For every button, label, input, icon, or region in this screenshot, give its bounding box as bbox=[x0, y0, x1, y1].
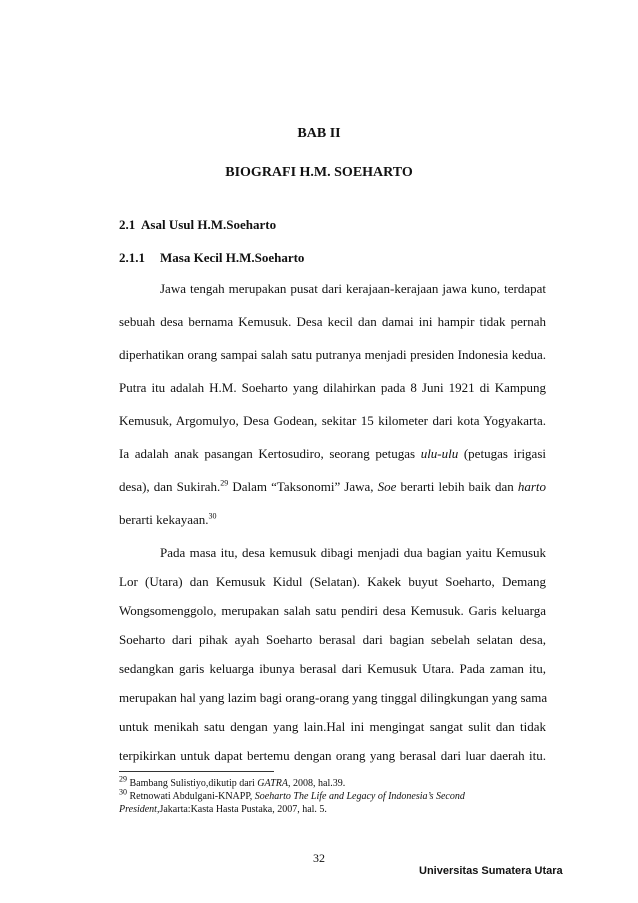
footnote-italic: President bbox=[119, 804, 157, 815]
paragraph-line: untuk menikah satu dengan yang lain.Hal ini mengingat sangat sulit dan tidak bbox=[119, 719, 546, 734]
paragraph-line: diperhatikan orang sampai salah satu putranya menjadi presiden Indonesia kedua. bbox=[119, 347, 546, 362]
paragraph-line: Pada masa itu, desa kemusuk dibagi menjadi dua bagian yaitu Kemusuk bbox=[160, 545, 546, 560]
paragraph-line bbox=[119, 512, 546, 528]
paragraph-line: sedangkan garis keluarga ibunya berasal dari Kemusuk Utara. Pada zaman itu, bbox=[119, 661, 546, 676]
paragraph-line: merupakan hal yang lazim bagi orang-orang yang tinggal dilingkungan yang sama bbox=[119, 690, 548, 705]
footnote-30-continued bbox=[119, 803, 327, 816]
footnote-29 bbox=[119, 774, 346, 790]
subsection-number: 2.1.1 bbox=[119, 250, 145, 265]
italic-term: ulu-ulu bbox=[420, 446, 459, 461]
paragraph-line: Lor (Utara) dan Kemusuk Kidul (Selatan). Kakek buyut Soeharto, Demang bbox=[119, 574, 546, 589]
paragraph-line bbox=[119, 446, 546, 462]
paragraph-line: Wongsomenggolo, merupakan salah satu pendiri desa Kemusuk. Garis keluarga bbox=[119, 603, 546, 618]
footnote-mark: 29 bbox=[119, 774, 127, 784]
text-segment: Dalam “Taksonomi” Jawa, bbox=[228, 479, 378, 494]
footnote-ref: 29 bbox=[220, 478, 229, 488]
text-segment: desa), dan Sukirah. bbox=[119, 479, 221, 494]
footnote-ref: 30 bbox=[208, 511, 217, 521]
footnote-text: Retnowati Abdulgani-KNAPP, bbox=[127, 791, 255, 802]
section-heading bbox=[119, 217, 276, 233]
text-segment: berarti lebih baik dan bbox=[396, 479, 518, 494]
footnote-text: Bambang Sulistiyo,dikutip dari bbox=[127, 778, 258, 789]
university-watermark: Universitas Sumatera Utara bbox=[419, 865, 563, 877]
italic-term: Soe bbox=[377, 479, 397, 494]
paragraph-line: Putra itu adalah H.M. Soeharto yang dilahirkan pada 8 Juni 1921 di Kampung bbox=[119, 380, 546, 395]
paragraph-line: terpikirkan untuk dapat bertemu dengan orang yang berasal dari luar daerah itu. bbox=[119, 748, 546, 763]
paragraph-line: sebuah desa bernama Kemusuk. Desa kecil dan damai ini hampir tidak pernah bbox=[119, 314, 546, 329]
chapter-title: BIOGRAFI H.M. SOEHARTO bbox=[225, 165, 413, 180]
section-title: Asal Usul H.M.Soeharto bbox=[141, 217, 277, 232]
footnote-italic: GATRA bbox=[257, 778, 289, 789]
footnote-30 bbox=[119, 787, 465, 803]
chapter-number: BAB II bbox=[297, 126, 341, 141]
footnote-text: ,Jakarta:Kasta Hasta Pustaka, 2007, hal. 5. bbox=[156, 804, 327, 815]
paragraph-line: Jawa tengah merupakan pusat dari kerajaan-kerajaan jawa kuno, terdapat bbox=[160, 281, 546, 296]
section-number: 2.1 bbox=[119, 217, 136, 232]
text-segment: berarti kekayaan. bbox=[119, 512, 209, 527]
text-segment: Ia adalah anak pasangan Kertosudiro, seorang petugas bbox=[119, 446, 421, 461]
page-number: 32 bbox=[313, 851, 325, 865]
footnote-mark: 30 bbox=[119, 787, 127, 797]
footnote-italic: Soeharto The Life and Legacy of Indonesia’s Second bbox=[254, 791, 465, 802]
italic-term: harto bbox=[517, 479, 546, 494]
paragraph-line bbox=[119, 479, 546, 495]
text-segment: (petugas irigasi bbox=[458, 446, 546, 461]
footnote-divider bbox=[119, 771, 274, 772]
subsection-title: Masa Kecil H.M.Soeharto bbox=[160, 250, 305, 265]
paragraph-line: Kemusuk, Argomulyo, Desa Godean, sekitar 15 kilometer dari kota Yogyakarta. bbox=[119, 413, 546, 428]
paragraph-line: Soeharto dari pihak ayah Soeharto berasal dari bagian sebelah selatan desa, bbox=[119, 632, 546, 647]
footnote-text: , 2008, hal.39. bbox=[288, 778, 346, 789]
